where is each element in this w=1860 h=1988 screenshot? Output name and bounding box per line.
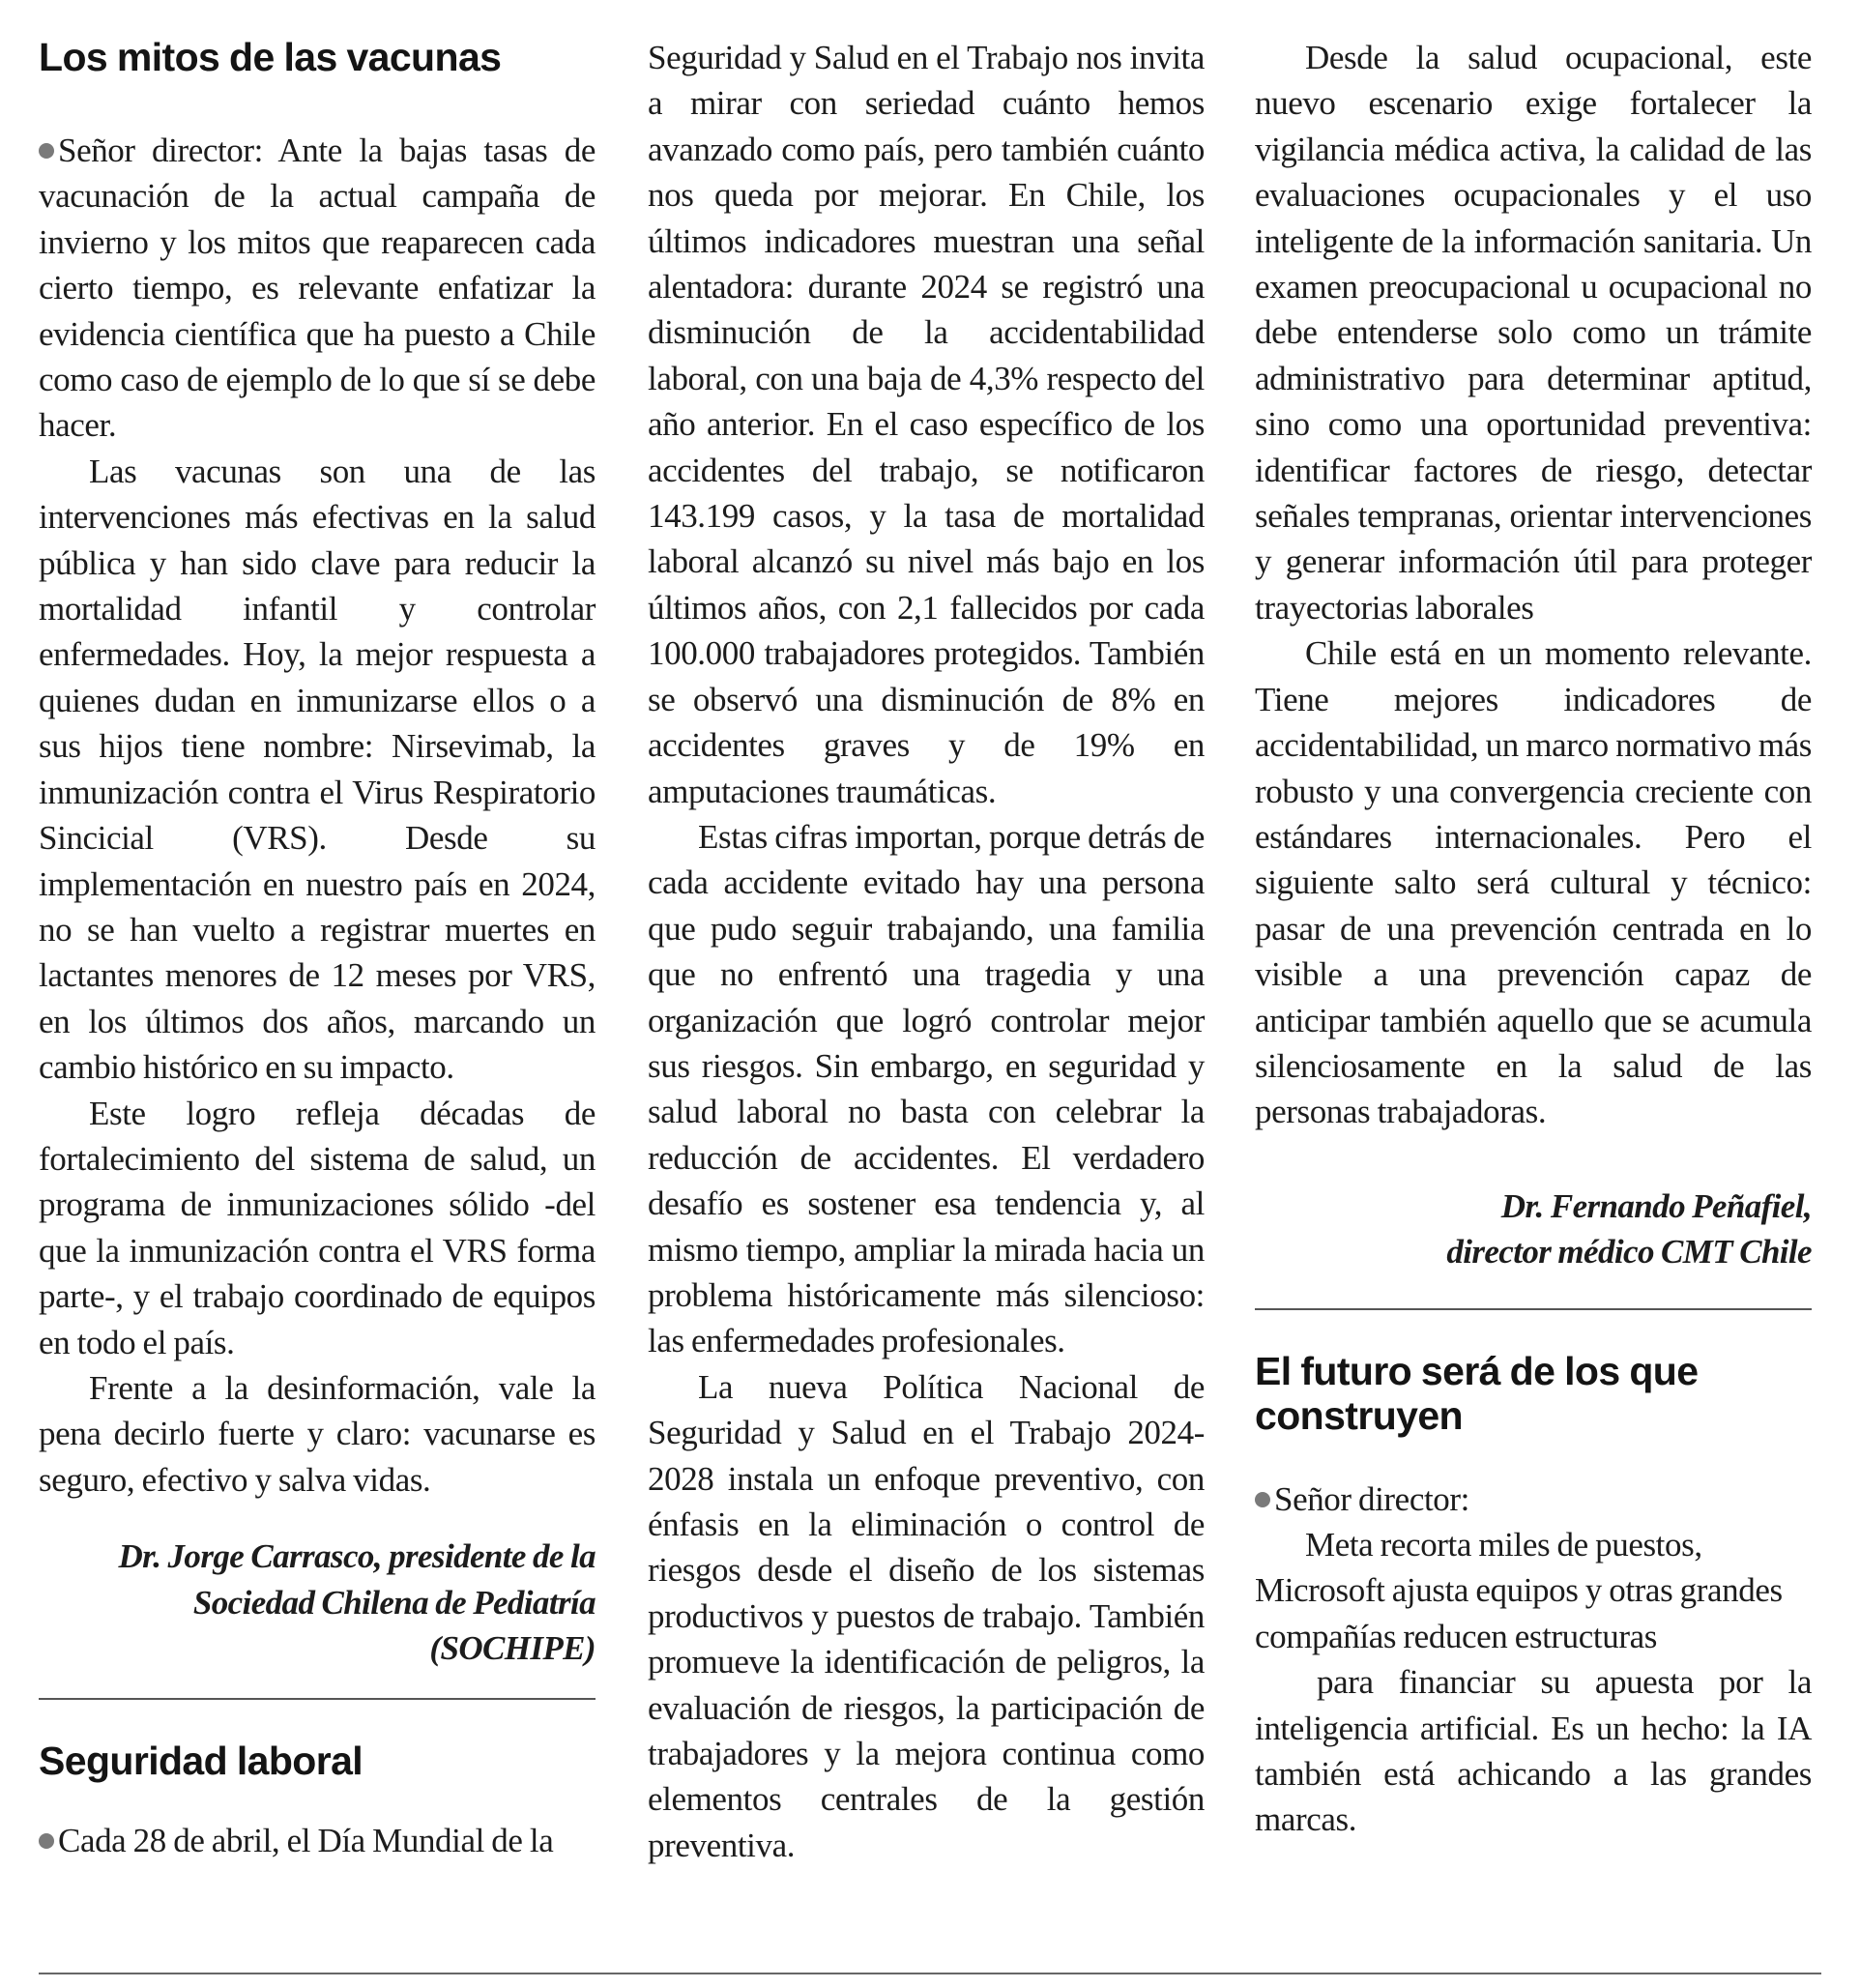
article-2-lead (39, 1818, 596, 1863)
article-2-paragraph-3: Desde la salud ocupacional, este nuevo escenario exige fortalecer la vigilancia médica activa, la calidad de las evaluaciones ocupacionales y el uso inteligente de la información sanitaria. Un examen preocupacional u ocupacional no debe entenderse solo como un trámite administrativo para determinar aptitud, sino como una oportunidad preventiva: identificar factores de riesgo, detectar señales tempranas, orientar intervenciones y generar información útil para proteger trayectorias laborales (1255, 39, 1812, 627)
article-1-paragraph-2: Este logro refleja décadas de fortalecimiento del sistema de salud, un programa de inmunizaciones sólido -del que la inmunización contra el VRS forma parte-, y el trabajo coordinado de equipos en todo el país. (39, 1094, 596, 1361)
article-3-paragraph-2: para financiar su apuesta por la inteligencia artificial. Es un hecho: la IA también está achicando a las grandes marcas. (1255, 1663, 1812, 1839)
headline-seguridad-laboral: Seguridad laboral (39, 1739, 363, 1784)
article-1-paragraph-3: Frente a la desinformación, vale la pena decirlo fuerte y claro: vacunarse es seguro, efectivo y salva vidas. (39, 1368, 596, 1499)
article-2-paragraph-1: Estas cifras importan, porque detrás de cada accidente evitado hay una persona que pudo seguir trabajando, una familia que no enfrentó una tragedia y una organización que logró controlar mejor sus riesgos. Sin embargo, en seguridad y salud laboral no basta con celebrar la reducción de accidentes. El verdadero desafío es sostener esa tendencia y, al mismo tiempo, ampliar la mirada hacia un problema históricamente más silencioso: las enfermedades profesionales. (648, 817, 1205, 1360)
article-3-lead-text: Señor director: (1274, 1479, 1469, 1518)
article-1-lead (39, 128, 596, 449)
article-3-paragraph-1: Meta recorta miles de puestos, Microsoft ajusta equipos y otras grandes compañías reducen estructuras (1255, 1525, 1783, 1655)
column-1 (39, 35, 596, 1864)
headline-vacunas: Los mitos de las vacunas (39, 35, 502, 79)
article-2-lead-text: Cada 28 de abril, el Día Mundial de la (58, 1822, 554, 1860)
article-2-paragraph-2: La nueva Política Nacional de Seguridad y Salud en el Trabajo 2024-2028 instala un enfoque preventivo, con énfasis en la eliminación o control de riesgos desde el diseño de los sistemas productivos y puestos de trabajo. También promueve la identificación de peligros, la evaluación de riesgos, la participación de trabajadores y la mejora continua como elementos centrales de la gestión preventiva. (648, 1367, 1205, 1864)
headline-futuro: El futuro será de los que construyen (1255, 1348, 1699, 1438)
bullet-icon (1255, 1492, 1270, 1507)
bullet-icon (39, 1833, 54, 1849)
article-1-signature-line-1: Dr. Jorge Carrasco, presidente de la (118, 1537, 596, 1576)
article-2-paragraph-4: Chile está en un momento relevante. Tiene mejores indicadores de accidentabilidad, un marco normativo más robusto y una convergencia creciente con estándares internacionales. Pero el siguiente salto será cultural y técnico: pasar de una prevención centrada en lo visible a una prevención capaz de anticipar también aquello que se acumula silenciosamente en la salud de las personas trabajadoras. (1255, 634, 1812, 1131)
article-1-lead-text: Señor director: Ante la bajas tasas de vacunación de la actual campaña de invierno y los mitos que reaparecen cada cierto tiempo, es relevante enfatizar la evidencia científica que ha puesto a Chile como caso de ejemplo de lo que sí se debe hacer. (39, 132, 596, 445)
column-2 (648, 35, 1205, 1868)
bullet-icon (39, 143, 54, 159)
article-1-signature-line-3: (SOCHIPE) (429, 1629, 596, 1667)
bottom-divider (39, 1973, 1821, 1974)
article-1-signature-line-2: Sociedad Chilena de Pediatría (192, 1583, 596, 1622)
article-2-lead-continued: Seguridad y Salud en el Trabajo nos invita a mirar con seriedad cuánto hemos avanzado como país, pero también cuánto nos queda por mejorar. En Chile, los últimos indicadores muestran una señal alentadora: durante 2024 se registró una disminución de la accidentabilidad laboral, con una baja de 4,3% respecto del año anterior. En el caso específico de los accidentes del trabajo, se notificaron 143.199 casos, y la tasa de mortalidad laboral alcanzó su nivel más bajo en los últimos años, con 2,1 fallecidos por cada 100.000 trabajadores protegidos. También se observó una disminución de 8% en accidentes graves y de 19% en amputaciones traumáticas. (648, 39, 1205, 810)
article-2-signature-line-2: director médico CMT Chile (1446, 1233, 1812, 1272)
article-1-paragraph-1: Las vacunas son una de las intervenciones más efectivas en la salud pública y han sido clave para reducir la mortalidad infantil y controlar enfermedades. Hoy, la mejor respuesta a quienes dudan en inmunizarse ellos o a sus hijos tiene nombre: Nirsevimab, la inmunización contra el Virus Respiratorio Sincicial (VRS). Desde su implementación en nuestro país en 2024, no se han vuelto a registrar muertes en lactantes menores de 12 meses por VRS, en los últimos dos años, marcando un cambio histórico en su impacto. (39, 452, 596, 1087)
article-2-signature-line-1: Dr. Fernando Peñafiel, (1500, 1186, 1812, 1225)
article-3-lead (1255, 1476, 1812, 1522)
column-3 (1255, 35, 1812, 1843)
